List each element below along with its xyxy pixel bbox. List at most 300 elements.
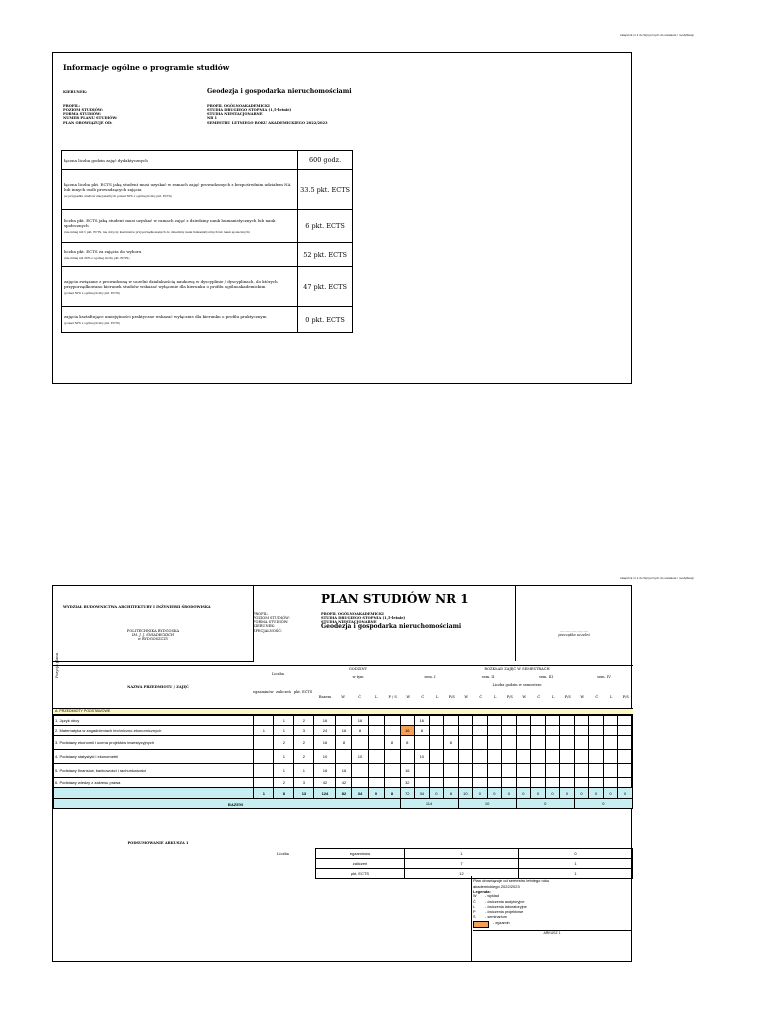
ects-row-text: zajęcia kształtujące umiejętności praktyczne wskazać wyłącznie dla kierunku o profilu praktycznym (ponad 50% z ogólnej liczby pkt. ECTS) [62, 307, 298, 333]
sem-cell [545, 750, 560, 764]
sem-cell [531, 726, 546, 736]
sem-cell [545, 764, 560, 778]
sem-cell [473, 716, 488, 726]
plan-info-values [321, 612, 521, 631]
legend-title: Legenda: [473, 889, 491, 895]
podsum-val: 0 [519, 849, 633, 859]
sem-cell [618, 750, 633, 764]
sem-cell [574, 778, 589, 788]
ects-summary-table [61, 150, 353, 333]
course-cell-l [368, 764, 384, 778]
razem-sem-cell: 0 [560, 788, 575, 799]
sem1-cell: 10 [415, 750, 430, 764]
sem-cell [458, 726, 473, 736]
sem-cell [458, 778, 473, 788]
sem1-cell [415, 736, 430, 750]
course-cell-ects: 3 [294, 726, 314, 736]
razem-sem-sum: 10 [458, 799, 516, 809]
legend-item: W - wykład [473, 894, 499, 899]
legend-exam: - egzamin [473, 921, 631, 928]
razem-sem-cell: 0 [531, 788, 546, 799]
info-label: PROFIL: [253, 612, 269, 616]
course-cell-ps [384, 750, 400, 764]
razem-sem-cell: 0 [589, 788, 604, 799]
course-cell-ps [384, 764, 400, 778]
course-cell-c [352, 736, 368, 750]
razem-cell: 8 [384, 788, 400, 799]
info-label: POZIOM STUDIÓW: [253, 616, 290, 621]
razem-sem-sum: 0 [516, 799, 574, 809]
course-cell-sum: 16 [314, 764, 336, 778]
razem-cell: 8 [274, 788, 294, 799]
ects-row [62, 267, 353, 307]
sem1-cell [400, 750, 415, 764]
sem-cell [574, 726, 589, 736]
course-cell-l [368, 750, 384, 764]
sem-label: sem. IV [597, 675, 611, 679]
razem-sem-cell: 72 [400, 788, 415, 799]
podsum-label-cell: egzaminów [316, 849, 405, 859]
course-name: 3. Podstawy ekonomii i ocena projektów inwestycyjnych [54, 736, 254, 750]
info-value: STUDIA NIESTACJONARNE [207, 112, 263, 117]
course-cell-ects: 3 [294, 778, 314, 788]
col-nr: Pozycja planu [55, 653, 59, 678]
course-cell-z: 1 [274, 750, 294, 764]
ects-row-value: 0 pkt. ECTS [298, 307, 353, 333]
razem-sem-cell: 0 [545, 788, 560, 799]
hdr-ects: pkt. ECTS [293, 690, 313, 694]
signature-box [515, 629, 633, 637]
info-label: NUMER PLANU STUDIÓW: [63, 116, 118, 121]
course-cell-z: 1 [274, 716, 294, 726]
podsum-val: 1 [405, 849, 519, 859]
divider [515, 586, 516, 661]
course-cell-z: 1 [274, 764, 294, 778]
info-label: SPECJALNOŚĆ: [253, 628, 283, 633]
col-name: NAZWA PRZEDMIOTU / ZAJĘĆ [127, 685, 189, 689]
sem-cell [487, 716, 502, 726]
info-label: PROFIL: [63, 104, 80, 108]
course-cell-c: 10 [352, 750, 368, 764]
ects-row-text: łączna liczba godzin zajęć dydaktycznych [62, 151, 298, 170]
hdr-form: L [374, 695, 378, 699]
razem-sem-cell: 0 [473, 788, 488, 799]
podsum-label-cell: pkt. ECTS [316, 869, 405, 879]
sem1-cell [429, 750, 444, 764]
sem-cell [531, 764, 546, 778]
course-cell-ps [384, 716, 400, 726]
course-row [54, 750, 633, 764]
sem-col: P/S [622, 695, 629, 699]
course-cell-ects: 1 [294, 764, 314, 778]
sem-col: W [580, 695, 585, 699]
course-cell-w: 42 [336, 778, 352, 788]
exam-swatch-icon [473, 921, 489, 928]
ects-row-value: 33.5 pkt. ECTS [298, 170, 353, 210]
sem1-cell [444, 764, 459, 778]
sem1-cell [444, 778, 459, 788]
info-value: PROFIL OGÓLNOAKADEMICKI [321, 612, 384, 616]
razem-sem-cell: 8 [444, 788, 459, 799]
info-value: STUDIA DRUGIEGO STOPNIA (1,5-letnie) [207, 108, 292, 113]
sem-col: L [494, 695, 497, 699]
razem-sem-cell: 0 [429, 788, 444, 799]
info-labels [63, 104, 203, 125]
podsum-table [315, 848, 633, 879]
course-name: 4. Podstawy statystyki i ekonometrii [54, 750, 254, 764]
sem-cell [560, 750, 575, 764]
ects-row [62, 170, 353, 210]
razem-sem-sum-row [54, 799, 633, 809]
course-name: 1. Język obcy [54, 716, 254, 726]
course-name: 2. Matematyka w zagadnieniach techniczno-ekonomicznych [54, 726, 254, 736]
sem-cell [603, 778, 618, 788]
course-cell-sum: 16 [314, 736, 336, 750]
course-cell-l [368, 778, 384, 788]
hdr-form: W [341, 695, 345, 699]
legend-item: L - ćwiczenia laboratoryjne [473, 904, 527, 909]
razem-sem-sum: 114 [400, 799, 458, 809]
razem-sem-cell: 34 [415, 788, 430, 799]
legend-item: Ć - ćwiczenia audytoryjne [473, 899, 525, 904]
sem-cell [516, 716, 531, 726]
podsum-row [316, 859, 633, 869]
sem-cell [473, 778, 488, 788]
course-cell-c: 8 [352, 726, 368, 736]
course-cell-l [368, 726, 384, 736]
university-name [53, 629, 253, 641]
sem1-cell [444, 716, 459, 726]
info-label: PLAN OBOWIĄZUJE OD: [63, 120, 113, 125]
sem-cell [502, 764, 517, 778]
sem-cell [589, 764, 604, 778]
sem-cell [560, 778, 575, 788]
sem-cell [603, 764, 618, 778]
col-godziny: GODZINY [348, 667, 368, 671]
university-line: POLITECHNIKA BYDGOSKA [126, 629, 180, 633]
sem-col: L [552, 695, 555, 699]
razem-sem-cell: 0 [487, 788, 502, 799]
signature-label: pieczątka uczelni [558, 633, 590, 638]
sem-cell [516, 778, 531, 788]
top-note: załącznik nr 2 do Wytycznych do ustalania / modyfikacji [620, 33, 694, 37]
sem-cell [603, 736, 618, 750]
hdr-form: Ć [358, 695, 362, 699]
kierunek-label: KIERUNEK: [63, 90, 88, 94]
legend-intro: Plan obowiązuje od semestru letniego roku akademickiego 2022/2023 [473, 878, 550, 889]
course-cell-w: 8 [336, 736, 352, 750]
sem1-cell: 16 [400, 764, 415, 778]
sem-cell [560, 736, 575, 750]
razem-spacer [54, 788, 254, 799]
info-label: KIERUNEK: [253, 624, 276, 629]
sem-col: Ć [421, 695, 425, 699]
legend-item: P - ćwiczenia projektowe [473, 910, 524, 915]
sem-cell [531, 750, 546, 764]
general-info-title: Informacje ogólne o programie studiów [63, 63, 230, 72]
sem-cell [502, 778, 517, 788]
sem-cell [502, 726, 517, 736]
sem-cell [603, 726, 618, 736]
ects-row [62, 210, 353, 243]
course-cell-ects: 2 [294, 750, 314, 764]
razem-cell: 124 [314, 788, 336, 799]
course-row [54, 726, 633, 736]
col-rozklad: ROZKŁAD ZAJĘĆ W SEMESTRACH [484, 667, 550, 671]
podsum-label-cell: zaliczeń [316, 859, 405, 869]
podsum-val: 1 [519, 859, 633, 869]
sem1-cell [400, 716, 415, 726]
sem-cell [516, 726, 531, 736]
course-cell-e [254, 716, 274, 726]
course-cell-w [336, 716, 352, 726]
sem-form-headers [401, 695, 633, 699]
razem-sem-cell: 10 [458, 788, 473, 799]
sem-cell [574, 750, 589, 764]
course-cell-e [254, 750, 274, 764]
sem-cell [589, 736, 604, 750]
ects-row [62, 243, 353, 267]
sem-cell [560, 764, 575, 778]
sem-cell [603, 750, 618, 764]
sem-cell [458, 736, 473, 750]
sem-cell [589, 716, 604, 726]
course-cell-ects: 2 [294, 716, 314, 726]
plan-info-labels [253, 612, 319, 633]
podsum-val: 1 [519, 869, 633, 879]
info-values [207, 104, 507, 125]
sem1-cell: 8 [400, 736, 415, 750]
sem-cell [487, 764, 502, 778]
razem-cell: 0 [368, 788, 384, 799]
course-name: 5. Podstawy finansów, bankowości i rachunkowości [54, 764, 254, 778]
ects-row-text: liczba pkt. ECTS za zajęcia do wyboru (nie mniej niż 30% z ogólnej liczby pkt. ECTS) [62, 243, 298, 267]
course-cell-sum: 42 [314, 778, 336, 788]
sem-cell [574, 736, 589, 750]
ects-row-value: 6 pkt. ECTS [298, 210, 353, 243]
sem-col: P/S [506, 695, 513, 699]
section-title: A. PRZEDMIOTY PODSTAWOWE [53, 708, 633, 715]
signature-dots: …………………… [559, 629, 589, 633]
sem-cell [618, 778, 633, 788]
sem-cell [589, 778, 604, 788]
course-cell-ects: 2 [294, 736, 314, 750]
razem-sem-cell: 0 [574, 788, 589, 799]
sem-cell [574, 716, 589, 726]
sem1-cell: 32 [400, 778, 415, 788]
sem1-cell [429, 736, 444, 750]
sem-cell [487, 736, 502, 750]
podsum-val: 12 [405, 869, 519, 879]
razem-cell: 82 [336, 788, 352, 799]
razem-cell: 1 [254, 788, 274, 799]
sem-cell [502, 736, 517, 750]
razem-sem-cell: 0 [603, 788, 618, 799]
sem-cell [545, 736, 560, 750]
course-cell-ps: 8 [384, 736, 400, 750]
sem-cell [603, 716, 618, 726]
podsum-row [316, 849, 633, 859]
legend-box [471, 876, 631, 962]
sem1-cell: 8 [415, 726, 430, 736]
sem-cell [458, 716, 473, 726]
hdr-egz: egzaminów [253, 690, 274, 694]
course-row [54, 778, 633, 788]
course-table [53, 715, 633, 809]
sem-col: Ć [479, 695, 483, 699]
course-row [54, 736, 633, 750]
faculty-name: WYDZIAŁ BUDOWNICTWA ARCHITEKTURY I INŻYNIERII ŚRODOWISKA [63, 605, 211, 609]
sem-col: W [522, 695, 527, 699]
sem-cell [531, 716, 546, 726]
razem-label: RAZEM [227, 803, 243, 807]
sem1-cell [444, 750, 459, 764]
sem-cell [560, 726, 575, 736]
razem-cell: 13 [294, 788, 314, 799]
course-cell-sum: 10 [314, 750, 336, 764]
sem-cell [516, 750, 531, 764]
top-note-2: załącznik nr 2 do Wytycznych do ustalania / modyfikacji [620, 576, 694, 580]
course-cell-c: 16 [352, 716, 368, 726]
sem-cell [531, 736, 546, 750]
sem1-cell: 16 [400, 726, 415, 736]
razem-sem-sum: 0 [574, 799, 632, 809]
sem-col: P/S [448, 695, 455, 699]
col-wtym: w tym [352, 675, 364, 679]
sem1-cell [429, 726, 444, 736]
ects-row-value: 47 pkt. ECTS [298, 267, 353, 307]
hdr-form: P / S [388, 695, 397, 699]
sem-cell [618, 716, 633, 726]
table-head-rule [53, 665, 633, 666]
razem-cell: 34 [352, 788, 368, 799]
sem-cell [473, 750, 488, 764]
study-plan-frame [52, 585, 632, 962]
sem-cell [458, 764, 473, 778]
course-cell-ps [384, 778, 400, 788]
razem-sem-cell: 0 [516, 788, 531, 799]
sem-label: sem. II [481, 675, 495, 679]
razem-row [54, 788, 633, 799]
info-value: SEMESTRU LETNIEGO ROKU AKADEMICKIEGO 2022/2023 [207, 120, 328, 125]
sem-cell [589, 750, 604, 764]
razem-sem-cell: 0 [502, 788, 517, 799]
sem-col: W [464, 695, 469, 699]
sem-label: sem. III [539, 675, 553, 679]
liczba-label: Liczba [277, 852, 289, 856]
course-cell-z: 2 [274, 778, 294, 788]
course-cell-sum: 24 [314, 726, 336, 736]
kierunek-value: Geodezja i gospodarka nieruchomościami [207, 88, 352, 95]
course-row [54, 716, 633, 726]
count-headers [253, 690, 313, 694]
hdr-zal: zaliczeń [276, 690, 291, 694]
sem-col: L [610, 695, 613, 699]
course-cell-z: 1 [274, 726, 294, 736]
course-cell-e [254, 764, 274, 778]
ects-row-value: 52 pkt. ECTS [298, 243, 353, 267]
info-label: FORMA STUDIÓW: [63, 112, 102, 117]
course-name: 6. Podstawy wiedzy z zakresu prawa [54, 778, 254, 788]
sem-cell [502, 716, 517, 726]
sem-cell [618, 726, 633, 736]
podsum-val: 7 [405, 859, 519, 869]
info-value: STUDIA DRUGIEGO STOPNIA (1,5-letnie) [321, 616, 406, 621]
sem-cell [516, 764, 531, 778]
info-value: NR 1 [207, 116, 218, 121]
col-liczba-godz: Liczba godzin w semestrze [492, 683, 542, 687]
sem1-cell [429, 716, 444, 726]
faculty-box [53, 586, 254, 662]
sem-cell [545, 726, 560, 736]
sem1-cell [415, 764, 430, 778]
info-label: FORMA STUDIÓW: [253, 620, 289, 625]
sem-cell [487, 750, 502, 764]
podsum-label: PODSUMOWANIE ARKUSZA 1 [127, 841, 189, 845]
ects-row-text: liczba pkt. ECTS jaką student musi uzyskać w ramach zajęć z dziedziny nauk humanistycznych lub nauk społecznych (nie mniej niż 5 pkt. ECTS, nie dotyczy kierunków przyporządkowanych do dziedziny nauk humanistycznych lub nauk społecznych) [62, 210, 298, 243]
sem-cell [574, 764, 589, 778]
sem-col: L [436, 695, 439, 699]
info-label: POZIOM STUDIÓW: [63, 108, 103, 113]
course-cell-c [352, 764, 368, 778]
course-cell-z: 2 [274, 736, 294, 750]
sem-cell [560, 716, 575, 726]
form-headers [315, 695, 401, 699]
sem-cell [487, 778, 502, 788]
sem-col: Ć [537, 695, 541, 699]
ects-row [62, 307, 353, 333]
sem-cell [473, 726, 488, 736]
course-cell-w: 16 [336, 726, 352, 736]
sem-cell [618, 736, 633, 750]
sem-cell [545, 716, 560, 726]
sem1-cell [444, 726, 459, 736]
ects-row-text: zajęcia związane z prowadzoną w uczelni działalnością naukową w dyscyplinie / dyscyplinach, do których przyporządkowano kierunek studiów wskazać wyłącznie dla kierunku o profilu ogólnoakademickim (ponad 50% z ogólnej liczby pkt. ECTS) [62, 267, 298, 307]
info-value: Geodezja i gospodarka nieruchomościami [321, 623, 462, 631]
sem-col: W [406, 695, 411, 699]
sem-cell [473, 764, 488, 778]
general-info-frame [52, 52, 632, 384]
course-cell-ps [384, 726, 400, 736]
ects-row-text: łączna liczba pkt. ECTS jaką student musi uzyskać w ramach zajęć prowadzonych z bezpośrednim udziałem NA lub innych osób prowadzących zajęcia (w przypadku studiów stacjonarnych ponad 50% z ogólnej liczby pkt. ECTS) [62, 170, 298, 210]
sem-cell [502, 750, 517, 764]
course-cell-c [352, 778, 368, 788]
course-cell-l [368, 736, 384, 750]
course-cell-sum: 16 [314, 716, 336, 726]
sem-cell [589, 726, 604, 736]
sem-cell [531, 778, 546, 788]
ects-row [62, 151, 353, 170]
info-value: PROFIL OGÓLNOAKADEMICKI [207, 104, 270, 108]
sem-cell [458, 750, 473, 764]
sem1-cell [429, 778, 444, 788]
sem-cell [618, 764, 633, 778]
sem-col: Ć [595, 695, 599, 699]
sem-label: sem. I [424, 675, 436, 679]
semester-headers [401, 675, 633, 679]
sem1-cell [429, 764, 444, 778]
university-line: IM. J. J. ŚNIADECKICH [131, 633, 175, 638]
course-cell-e [254, 736, 274, 750]
ects-row-value: 600 godz. [298, 151, 353, 170]
course-cell-w: 16 [336, 764, 352, 778]
sheet-label: ARKUSZ 1 [473, 930, 631, 935]
sem-cell [545, 778, 560, 788]
sem-col: P/S [564, 695, 571, 699]
sem-cell [487, 726, 502, 736]
sem1-cell: 16 [415, 716, 430, 726]
sem-cell [516, 736, 531, 750]
